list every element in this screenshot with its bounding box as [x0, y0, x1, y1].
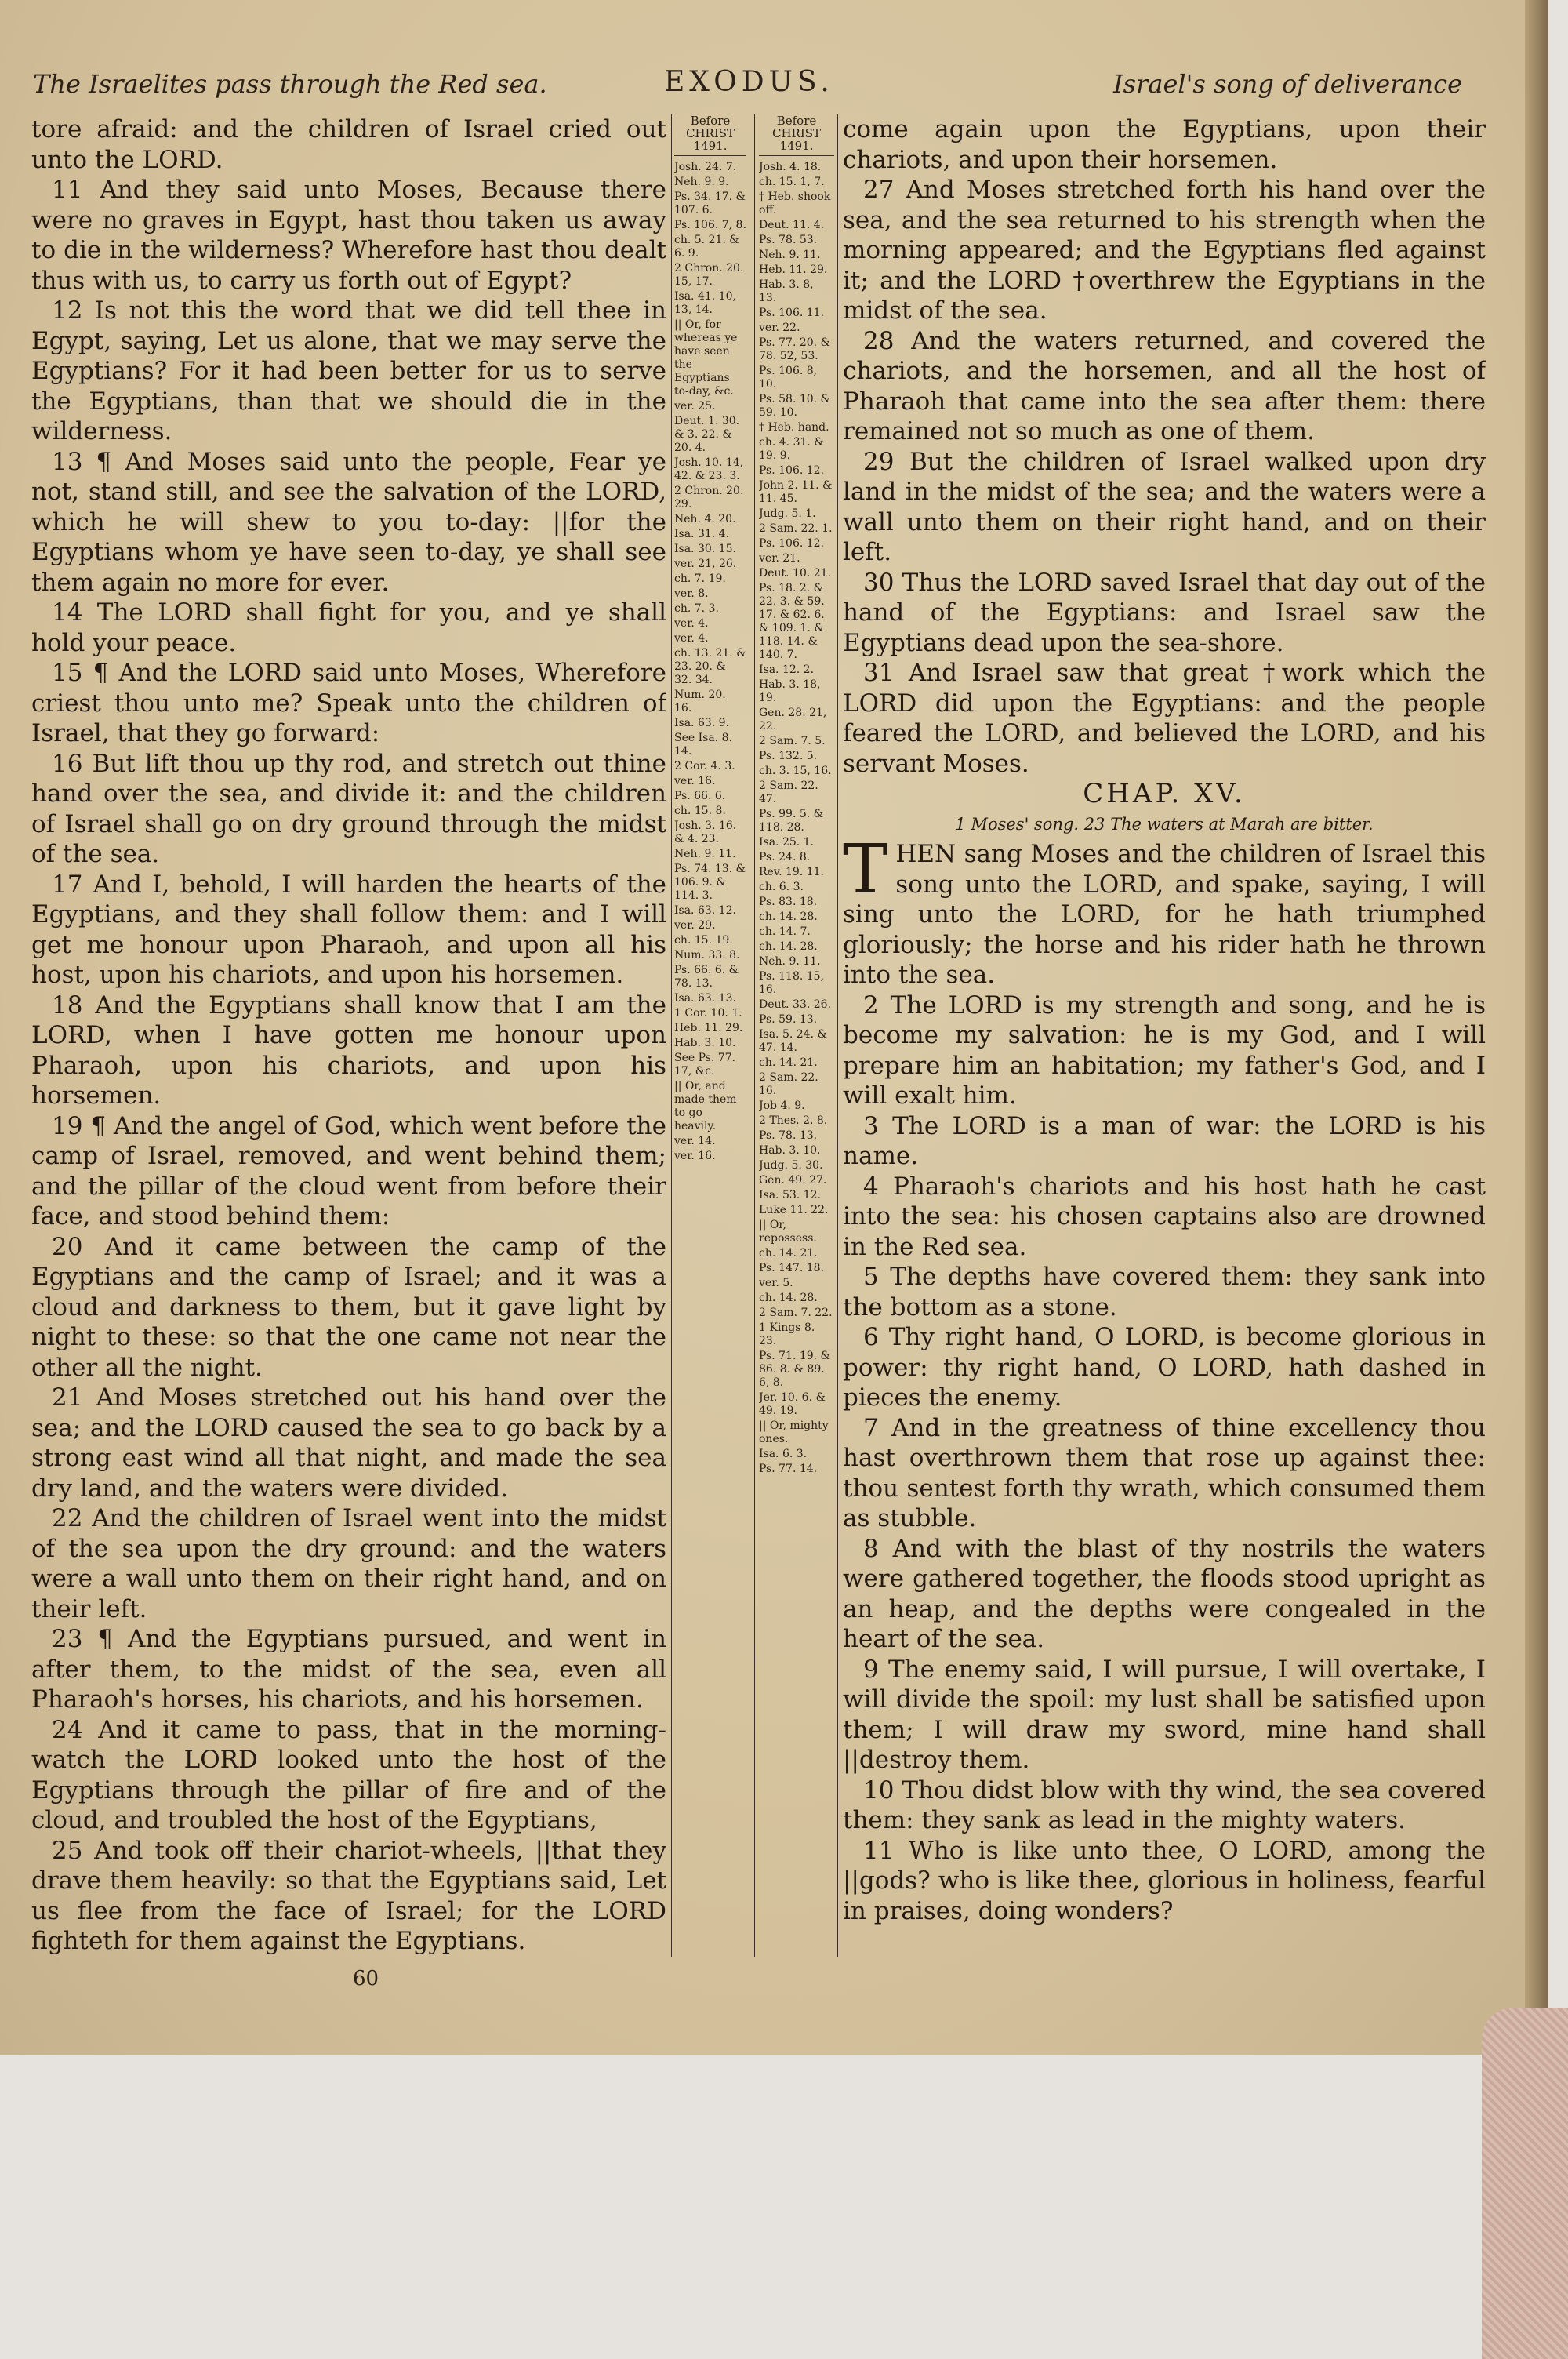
margin-reference: Isa. 63. 12. — [674, 904, 736, 917]
margin-reference: Ps. 118. 15, 16. — [759, 970, 825, 996]
verse: 27 And Moses stretched forth his hand over the sea, and the sea returned to his strength when the morning appeared; and the Egyptians fled against it; and the LORD †overthrew the Egyptians in the midst of the sea. — [843, 176, 1486, 325]
verse: come again upon the Egyptians, upon their chariots, and upon their horsemen. — [843, 115, 1486, 174]
margin-reference: || Or, and made them to go heavily. — [674, 1080, 737, 1132]
verse: 23 ¶ And the Egyptians pursued, and went in after them, to the midst of the sea, even all Pharaoh's horses, his chariots, and his horsemen. — [31, 1625, 666, 1714]
margin-reference: 2 Sam. 22. 1. — [759, 522, 833, 535]
margin-reference: Josh. 10. 14, 42. & 23. 3. — [674, 456, 744, 482]
verse: 20 And it came between the camp of the Egyptians and the camp of Israel; and it was a cloud and darkness to them, but it gave light by night to these: so that the one came not near the other all the night. — [31, 1232, 666, 1382]
column-rule — [671, 114, 672, 1957]
verse: 21 And Moses stretched out his hand over the sea; and the LORD caused the sea to go back by a strong east wind all that night, and made the sea dry land, and the waters were divided. — [31, 1383, 666, 1503]
margin-reference: Deut. 11. 4. — [759, 219, 825, 231]
verse: 19 ¶ And the angel of God, which went before the camp of Israel, removed, and went behind them; and the pillar of the cloud went from before their face, and stood behind them: — [31, 1111, 666, 1230]
margin-reference: Ps. 78. 53. — [759, 234, 818, 246]
margin-date-header: Before CHRIST 1491. — [759, 114, 834, 156]
verse: 8 And with the blast of thy nostrils the waters were gathered together, the floods stood upright as an heap, and the depths were congealed in the heart of the sea. — [843, 1534, 1486, 1653]
margin-reference: Ps. 58. 10. & 59. 10. — [759, 393, 831, 419]
margin-reference: Isa. 6. 3. — [759, 1448, 808, 1460]
margin-reference: Neh. 9. 9. — [674, 176, 729, 188]
margin-reference: Num. 20. 16. — [674, 689, 726, 714]
verse: 10 Thou didst blow with thy wind, the sea covered them: they sank as lead in the mighty waters. — [843, 1776, 1486, 1834]
cloth-bookmark — [1482, 2008, 1568, 2359]
margin-reference: Ps. 106. 11. — [759, 307, 825, 319]
margin-reference: 2 Chron. 20. 29. — [674, 485, 744, 511]
margin-reference: Luke 11. 22. — [759, 1204, 829, 1216]
verse: 16 But lift thou up thy rod, and stretch out thine hand over the sea, and divide it: and the children of Israel shall go on dry ground through the midst of the sea. — [31, 749, 666, 868]
verse: 31 And Israel saw that great †work which the LORD did upon the Egyptians: and the people feared the LORD, and believed the LORD, and his servant Moses. — [843, 659, 1486, 778]
margin-reference: Josh. 3. 16. & 4. 23. — [674, 820, 737, 845]
margin-reference: ver. 16. — [674, 775, 716, 787]
margin-reference: ver. 14. — [674, 1135, 716, 1147]
margin-reference: ch. 4. 31. & 19. 9. — [759, 436, 824, 462]
verse: 3 The LORD is a man of war: the LORD is his name. — [843, 1111, 1486, 1170]
margin-reference: Jer. 10. 6. & 49. 19. — [759, 1391, 826, 1417]
margin-reference: Isa. 5. 24. & 47. 14. — [759, 1028, 827, 1054]
margin-reference: Ps. 132. 5. — [759, 750, 818, 762]
margin-reference: Ps. 77. 14. — [759, 1463, 818, 1475]
margin-reference: Isa. 30. 15. — [674, 543, 736, 555]
margin-reference: ch. 6. 3. — [759, 881, 804, 893]
column-rule — [754, 114, 755, 1957]
margin-reference: ch. 13. 21. & 23. 20. & 32. 34. — [674, 647, 746, 686]
margin-reference: Gen. 28. 21, 22. — [759, 707, 827, 732]
margin-reference: Hab. 3. 10. — [674, 1037, 736, 1049]
margin-reference: ver. 8. — [674, 587, 709, 600]
margin-reference: ch. 14. 21. — [759, 1247, 818, 1259]
header-right: Israel's song of deliverance — [1113, 69, 1462, 99]
verse: 18 And the Egyptians shall know that I am the LORD, when I have gotten me honour upon Pharaoh, upon his chariots, and upon his horsemen. — [31, 990, 666, 1110]
margin-reference: Josh. 4. 18. — [759, 161, 822, 173]
margin-references-left — [674, 114, 746, 1981]
margin-reference: ver. 5. — [759, 1277, 793, 1289]
margin-reference: ch. 14. 28. — [759, 911, 818, 923]
margin-reference: Ps. 99. 5. & 118. 28. — [759, 808, 824, 834]
margin-reference: ver. 16. — [674, 1150, 716, 1162]
left-text-column — [31, 114, 666, 1957]
verse: 4 Pharaoh's chariots and his host hath he cast into the sea: his chosen captains also are drowned in the Red sea. — [843, 1172, 1486, 1261]
margin-reference: Deut. 10. 21. — [759, 567, 832, 580]
margin-notes-list — [759, 161, 834, 1476]
margin-reference: Deut. 1. 30. & 3. 22. & 20. 4. — [674, 415, 740, 454]
verse-text: HEN sang Moses and the children of Israel this song unto the LORD, and spake, saying, I will sing unto the LORD, for he hath triumphed gloriously; the horse and his rider hath he thrown into the sea. — [843, 840, 1486, 989]
verse: 11 Who is like unto thee, O LORD, among the ||gods? who is like thee, glorious in holiness, fearful in praises, doing wonders? — [843, 1836, 1486, 1925]
margin-reference: ver. 21, 26. — [674, 558, 737, 570]
margin-reference: Hab. 3. 10. — [759, 1144, 821, 1157]
margin-reference: Isa. 25. 1. — [759, 836, 815, 849]
verse: 29 But the children of Israel walked upon dry land in the midst of the sea; and the waters were a wall unto them on their right hand, and on their left. — [843, 447, 1486, 566]
verse: 28 And the waters returned, and covered the chariots, and the horsemen, and all the host of Pharaoh that came into the sea after them: there remained not so much as one of them. — [843, 326, 1486, 445]
margin-notes-list — [674, 161, 746, 1163]
margin-references-right — [759, 114, 834, 1981]
margin-reference: Job 4. 9. — [759, 1100, 805, 1112]
running-header — [33, 66, 1462, 105]
margin-reference: 1 Kings 8. 23. — [759, 1321, 815, 1347]
margin-date-header: Before CHRIST 1491. — [674, 114, 746, 156]
header-book-title: EXODUS. — [664, 66, 834, 98]
margin-reference: Ps. 83. 18. — [759, 896, 818, 908]
margin-reference: Neh. 4. 20. — [674, 513, 736, 525]
margin-reference: ch. 15. 19. — [674, 934, 733, 947]
margin-reference: 2 Sam. 7. 5. — [759, 735, 826, 747]
margin-reference: || Or, for whereas ye have seen the Egyptians to-day, &c. — [674, 318, 738, 398]
margin-reference: ch. 15. 8. — [674, 805, 726, 817]
margin-reference: See Isa. 8. 14. — [674, 732, 732, 758]
verse: 14 The LORD shall fight for you, and ye shall hold your peace. — [31, 598, 666, 657]
margin-reference: 2 Thes. 2. 8. — [759, 1114, 828, 1127]
margin-reference: ch. 3. 15, 16. — [759, 765, 832, 777]
margin-reference: 2 Chron. 20. 15, 17. — [674, 262, 744, 288]
margin-reference: Isa. 12. 2. — [759, 663, 815, 676]
margin-reference: Ps. 106. 12. — [759, 464, 825, 477]
margin-reference: Gen. 49. 27. — [759, 1174, 827, 1187]
verse: 13 ¶ And Moses said unto the people, Fear ye not, stand still, and see the salvation of the LORD, which he will shew to you to-day: ||for the Egyptians whom ye have seen to-day, ye shall see them again no more for ever. — [31, 447, 666, 597]
verse-first — [843, 831, 1486, 990]
margin-reference: Isa. 31. 4. — [674, 528, 730, 540]
verse — [31, 1957, 666, 1958]
margin-reference: † Heb. hand. — [759, 421, 829, 434]
verse: 25 And took off their chariot-wheels, ||that they drave them heavily: so that the Egyptians said, Let us flee from the face of Israel; for the LORD fighteth for them against the Egyptians. — [31, 1836, 666, 1955]
margin-reference: † Heb. shook off. — [759, 191, 831, 216]
margin-reference: Ps. 106. 12. — [759, 537, 825, 550]
margin-reference: Ps. 106. 7, 8. — [674, 219, 746, 231]
margin-reference: 2 Sam. 22. 16. — [759, 1071, 818, 1097]
margin-reference: Judg. 5. 30. — [759, 1159, 823, 1172]
verse: 30 Thus the LORD saved Israel that day out of the hand of the Egyptians: and Israel saw the Egyptians dead upon the sea-shore. — [843, 568, 1486, 657]
margin-reference: ver. 29. — [674, 919, 716, 932]
margin-reference: ver. 4. — [674, 617, 709, 630]
margin-reference: Ps. 71. 19. & 86. 8. & 89. 6, 8. — [759, 1350, 831, 1389]
margin-reference: Ps. 147. 18. — [759, 1262, 825, 1274]
verse: 15 ¶ And the LORD said unto Moses, Wherefore criest thou unto me? Speak unto the children of Israel, that they go forward: — [31, 659, 666, 747]
verse: tore afraid: and the children of Israel cried out unto the LORD. — [31, 115, 666, 174]
margin-reference: Deut. 33. 26. — [759, 998, 832, 1011]
book-spine — [1525, 0, 1548, 2055]
margin-reference: ch. 14. 21. — [759, 1056, 818, 1069]
chapter-heading: CHAP. XV. — [1083, 778, 1246, 809]
verse: 6 Thy right hand, O LORD, is become glorious in power: thy right hand, O LORD, hath dashed in pieces the enemy. — [843, 1323, 1486, 1412]
margin-reference: ch. 15. 1, 7. — [759, 176, 825, 188]
margin-reference: ch. 14. 28. — [759, 940, 818, 953]
margin-reference: 2 Cor. 4. 3. — [674, 760, 735, 772]
verse: 17 And I, behold, I will harden the hearts of the Egyptians, and they shall follow them: and I will get me honour upon Pharaoh, and upon all his host, upon his chariots, and upon his horsemen. — [31, 870, 666, 989]
margin-reference: Neh. 9. 11. — [759, 955, 821, 968]
verse: 24 And it came to pass, that in the morning-watch the LORD looked unto the host of the Egyptians through the pillar of fire and of the cloud, and troubled the host of the Egyptians, — [31, 1715, 666, 1834]
verse: 5 The depths have covered them: they sank into the bottom as a stone. — [843, 1263, 1486, 1321]
margin-reference: 2 Sam. 7. 22. — [759, 1307, 833, 1319]
right-text-column — [843, 114, 1486, 1989]
margin-reference: Judg. 5. 1. — [759, 507, 816, 520]
margin-reference: Heb. 11. 29. — [759, 264, 828, 276]
margin-reference: ch. 14. 7. — [759, 925, 811, 938]
margin-reference: Ps. 106. 8, 10. — [759, 365, 818, 391]
margin-reference: 1 Cor. 10. 1. — [674, 1007, 742, 1020]
verse: 7 And in the greatness of thine excellency thou hast overthrown them that rose up against thee: thou sentest forth thy wrath, which consumed them as stubble. — [843, 1413, 1486, 1532]
margin-reference: ch. 7. 19. — [674, 572, 726, 585]
margin-reference: Josh. 24. 7. — [674, 161, 737, 173]
margin-reference: Ps. 74. 13. & 106. 9. & 114. 3. — [674, 863, 746, 902]
page-number: 60 — [353, 1967, 379, 1990]
margin-reference: Ps. 66. 6. — [674, 790, 726, 802]
verse: 9 The enemy said, I will pursue, I will overtake, I will divide the spoil: my lust shall be satisfied upon them; I will draw my sword, mine hand shall ||destroy them. — [843, 1655, 1486, 1774]
margin-reference: See Ps. 77. 17, &c. — [674, 1052, 736, 1078]
header-left: The Israelites pass through the Red sea. — [33, 69, 547, 99]
margin-reference: Ps. 24. 8. — [759, 851, 811, 863]
margin-reference: Neh. 9. 11. — [759, 249, 821, 261]
margin-reference: 2 Sam. 22. 47. — [759, 780, 818, 805]
margin-reference: || Or, repossess. — [759, 1219, 817, 1245]
margin-reference: ver. 22. — [759, 322, 800, 334]
chapter-summary: 1 Moses' song. 23 The waters at Marah are bitter. — [955, 814, 1374, 834]
margin-reference: Ps. 77. 20. & 78. 52, 53. — [759, 336, 831, 362]
margin-reference: || Or, mighty ones. — [759, 1419, 829, 1445]
margin-reference: ch. 5. 21. & 6. 9. — [674, 234, 739, 260]
margin-reference: Hab. 3. 8, 13. — [759, 278, 814, 304]
column-rule — [837, 114, 838, 1957]
drop-cap: T — [843, 831, 888, 909]
verse: 2 The LORD is my strength and song, and he is become my salvation: he is my God, and I will prepare him an habitation; my father's God, and I will exalt him. — [843, 990, 1486, 1110]
margin-reference: Isa. 63. 9. — [674, 717, 730, 729]
margin-reference: ch. 14. 28. — [759, 1292, 818, 1304]
verse: 22 And the children of Israel went into the midst of the sea upon the dry ground: and the waters were a wall unto them on their right hand, and on their left. — [31, 1504, 666, 1623]
margin-reference: Neh. 9. 11. — [674, 848, 736, 860]
margin-reference: Heb. 11. 29. — [674, 1022, 743, 1034]
margin-reference: ver. 25. — [674, 400, 716, 413]
margin-reference: Ps. 59. 13. — [759, 1013, 818, 1026]
margin-reference: Isa. 53. 12. — [759, 1189, 821, 1201]
margin-reference: Ps. 18. 2. & 22. 3. & 59. 17. & 62. 6. & 109. 1. & 118. 14. & 140. 7. — [759, 582, 825, 661]
margin-reference: Isa. 41. 10, 13, 14. — [674, 290, 736, 316]
margin-reference: Num. 33. 8. — [674, 949, 740, 961]
margin-reference: ver. 4. — [674, 632, 709, 645]
margin-reference: Hab. 3. 18, 19. — [759, 678, 821, 704]
verse: 11 And they said unto Moses, Because there were no graves in Egypt, hast thou taken us away to die in the wilderness? Wherefore hast thou dealt thus with us, to carry us forth out of Egypt? — [31, 176, 666, 295]
margin-reference: Ps. 34. 17. & 107. 6. — [674, 191, 746, 216]
margin-reference: Isa. 63. 13. — [674, 992, 736, 1005]
margin-reference: ch. 7. 3. — [674, 602, 719, 615]
margin-reference: ver. 21. — [759, 552, 800, 565]
margin-reference: Ps. 78. 13. — [759, 1129, 818, 1142]
margin-reference: Rev. 19. 11. — [759, 866, 824, 878]
verse: 12 Is not this the word that we did tell thee in Egypt, saying, Let us alone, that we may serve the Egyptians? For it had been better for us to serve the Egyptians, than that we should die in the wilderness. — [31, 296, 666, 445]
margin-reference: Ps. 66. 6. & 78. 13. — [674, 964, 739, 990]
margin-reference: John 2. 11. & 11. 45. — [759, 479, 833, 505]
